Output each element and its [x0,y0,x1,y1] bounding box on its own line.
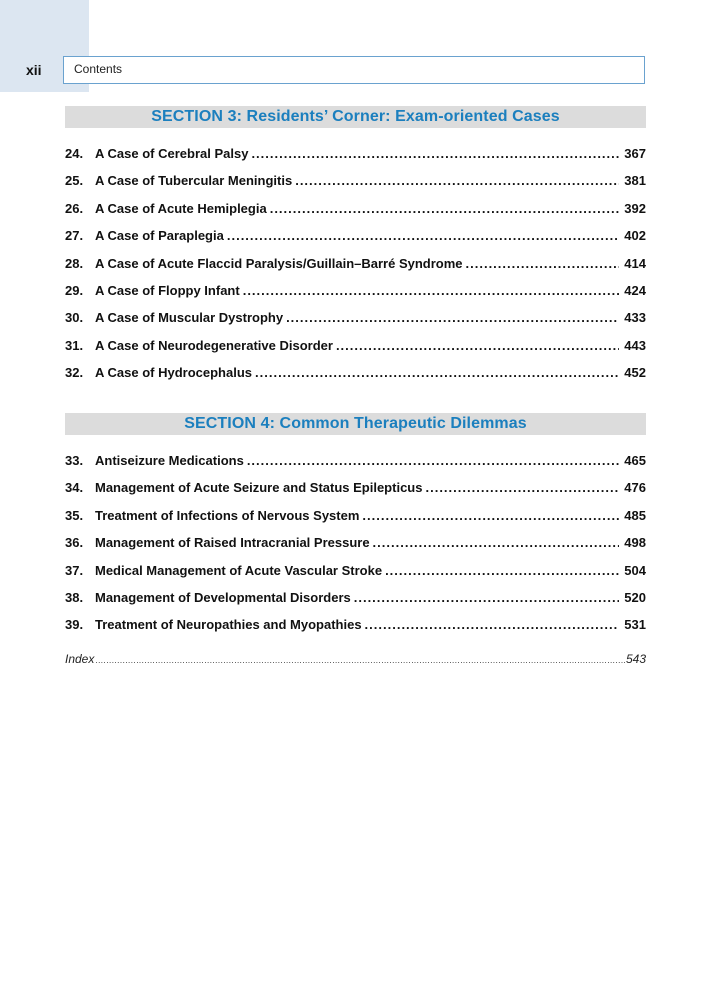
toc-entry[interactable] [65,201,646,228]
toc-entry-number: 30. [65,310,84,326]
toc-entry[interactable] [65,146,646,173]
dot-leader [243,283,619,298]
toc-entry-number: 37. [65,562,84,578]
dot-leader [270,201,619,216]
toc-entry-page: 433 [624,310,646,326]
toc-entry-page: 485 [624,507,646,523]
dot-leader [286,310,619,325]
dot-leader [336,338,619,353]
toc-entry-page: 504 [624,562,646,578]
toc-entry[interactable] [65,508,646,535]
toc-entry-number: 38. [65,589,84,605]
toc-entry[interactable] [65,480,646,507]
toc-entry-title: A Case of Paraplegia [95,228,224,244]
toc-entry[interactable] [65,617,646,644]
toc-entry-number: 34. [65,480,84,496]
toc-entry[interactable] [65,563,646,590]
toc-entry-number: 26. [65,200,84,216]
running-header [63,56,645,84]
toc-entry[interactable] [65,173,646,200]
toc-entry-page: 424 [624,282,646,298]
toc-entry-title: Antiseizure Medications [95,453,244,468]
toc-entry-number: 35. [65,507,84,523]
toc-entry-page: 452 [624,365,646,381]
toc-entry-title: A Case of Cerebral Palsy [95,146,249,161]
toc-entry-page: 402 [624,228,646,244]
toc-entry[interactable] [65,338,646,365]
toc-entry[interactable] [65,310,646,337]
toc-entry-number: 33. [65,453,84,468]
toc-entry[interactable] [65,256,646,283]
toc-entry-number: 39. [65,617,84,633]
toc-entry-title: A Case of Acute Hemiplegia [95,200,267,216]
section-4-heading: SECTION 4: Common Therapeutic Dilemmas [65,413,646,435]
toc-entry-page: 392 [624,200,646,216]
toc-entry-title: A Case of Neurodegenerative Disorder [95,337,333,353]
toc-entry-number: 32. [65,365,84,381]
toc-entry[interactable] [65,365,646,392]
dot-leader [354,590,619,605]
toc-entry-title: Management of Acute Seizure and Status Epilepticus [95,480,423,496]
toc-entry-page: 367 [624,146,646,161]
toc-entry-title: A Case of Hydrocephalus [95,365,253,381]
toc-entry-title: Treatment of Neuropathies and Myopathies [95,617,362,633]
toc-entry-title: Management of Developmental Disorders [95,589,351,605]
page-number: xii [26,62,42,78]
toc-entry-number: 29. [65,282,84,298]
toc-entry-title: Treatment of Infections of Nervous System [95,507,360,523]
toc-entry-title: A Case of Acute Flaccid Paralysis/Guillain–Barré Syndrome [95,255,463,271]
toc-entry-title: A Case of Muscular Dystrophy [95,310,284,326]
toc-entry-page: 381 [624,173,646,189]
toc-entry-page: 520 [624,589,646,605]
toc-entry[interactable] [65,453,646,480]
toc-entry-number: 24. [65,146,84,161]
toc-entry-number: 28. [65,255,84,271]
toc-entry-title: A Case of Floppy Infant [95,282,240,298]
toc-entry-page: 476 [624,480,646,496]
toc-entry[interactable] [65,283,646,310]
toc-entry[interactable] [65,590,646,617]
toc-entry-number: 25. [65,173,84,189]
header-title: Contents [74,62,123,76]
dot-leader [247,453,619,468]
toc-entry-page: 465 [624,453,646,468]
section-3-heading: SECTION 3: Residents’ Corner: Exam-oriented Cases [65,106,646,128]
dot-leader [362,508,619,523]
dot-leader [255,365,619,380]
dot-leader [385,563,619,578]
dot-leader [373,535,619,550]
section-3-entries [65,146,646,393]
toc-entry-title: A Case of Tubercular Meningitis [95,173,293,189]
index-entry[interactable] [65,652,646,666]
toc-entry-page: 414 [624,255,646,271]
index-label: Index [65,652,95,666]
dot-leader [466,256,619,271]
toc-entry-title: Management of Raised Intracranial Pressure [95,535,370,551]
toc-entry[interactable] [65,535,646,562]
dot-leader [95,656,625,665]
toc-entry-page: 531 [624,617,646,633]
dot-leader [227,228,619,243]
dot-leader [295,173,619,188]
toc-entry-page: 443 [624,337,646,353]
toc-entry-page: 498 [624,535,646,551]
index-page: 543 [625,652,646,666]
toc-entry-title: Medical Management of Acute Vascular Stroke [95,562,383,578]
toc-entry-number: 27. [65,228,84,244]
toc-entry[interactable] [65,228,646,255]
dot-leader [251,146,619,161]
dot-leader [425,480,619,495]
toc-entry-number: 36. [65,535,84,551]
toc-entry-number: 31. [65,337,84,353]
dot-leader [365,617,619,632]
section-4-entries [65,453,646,645]
